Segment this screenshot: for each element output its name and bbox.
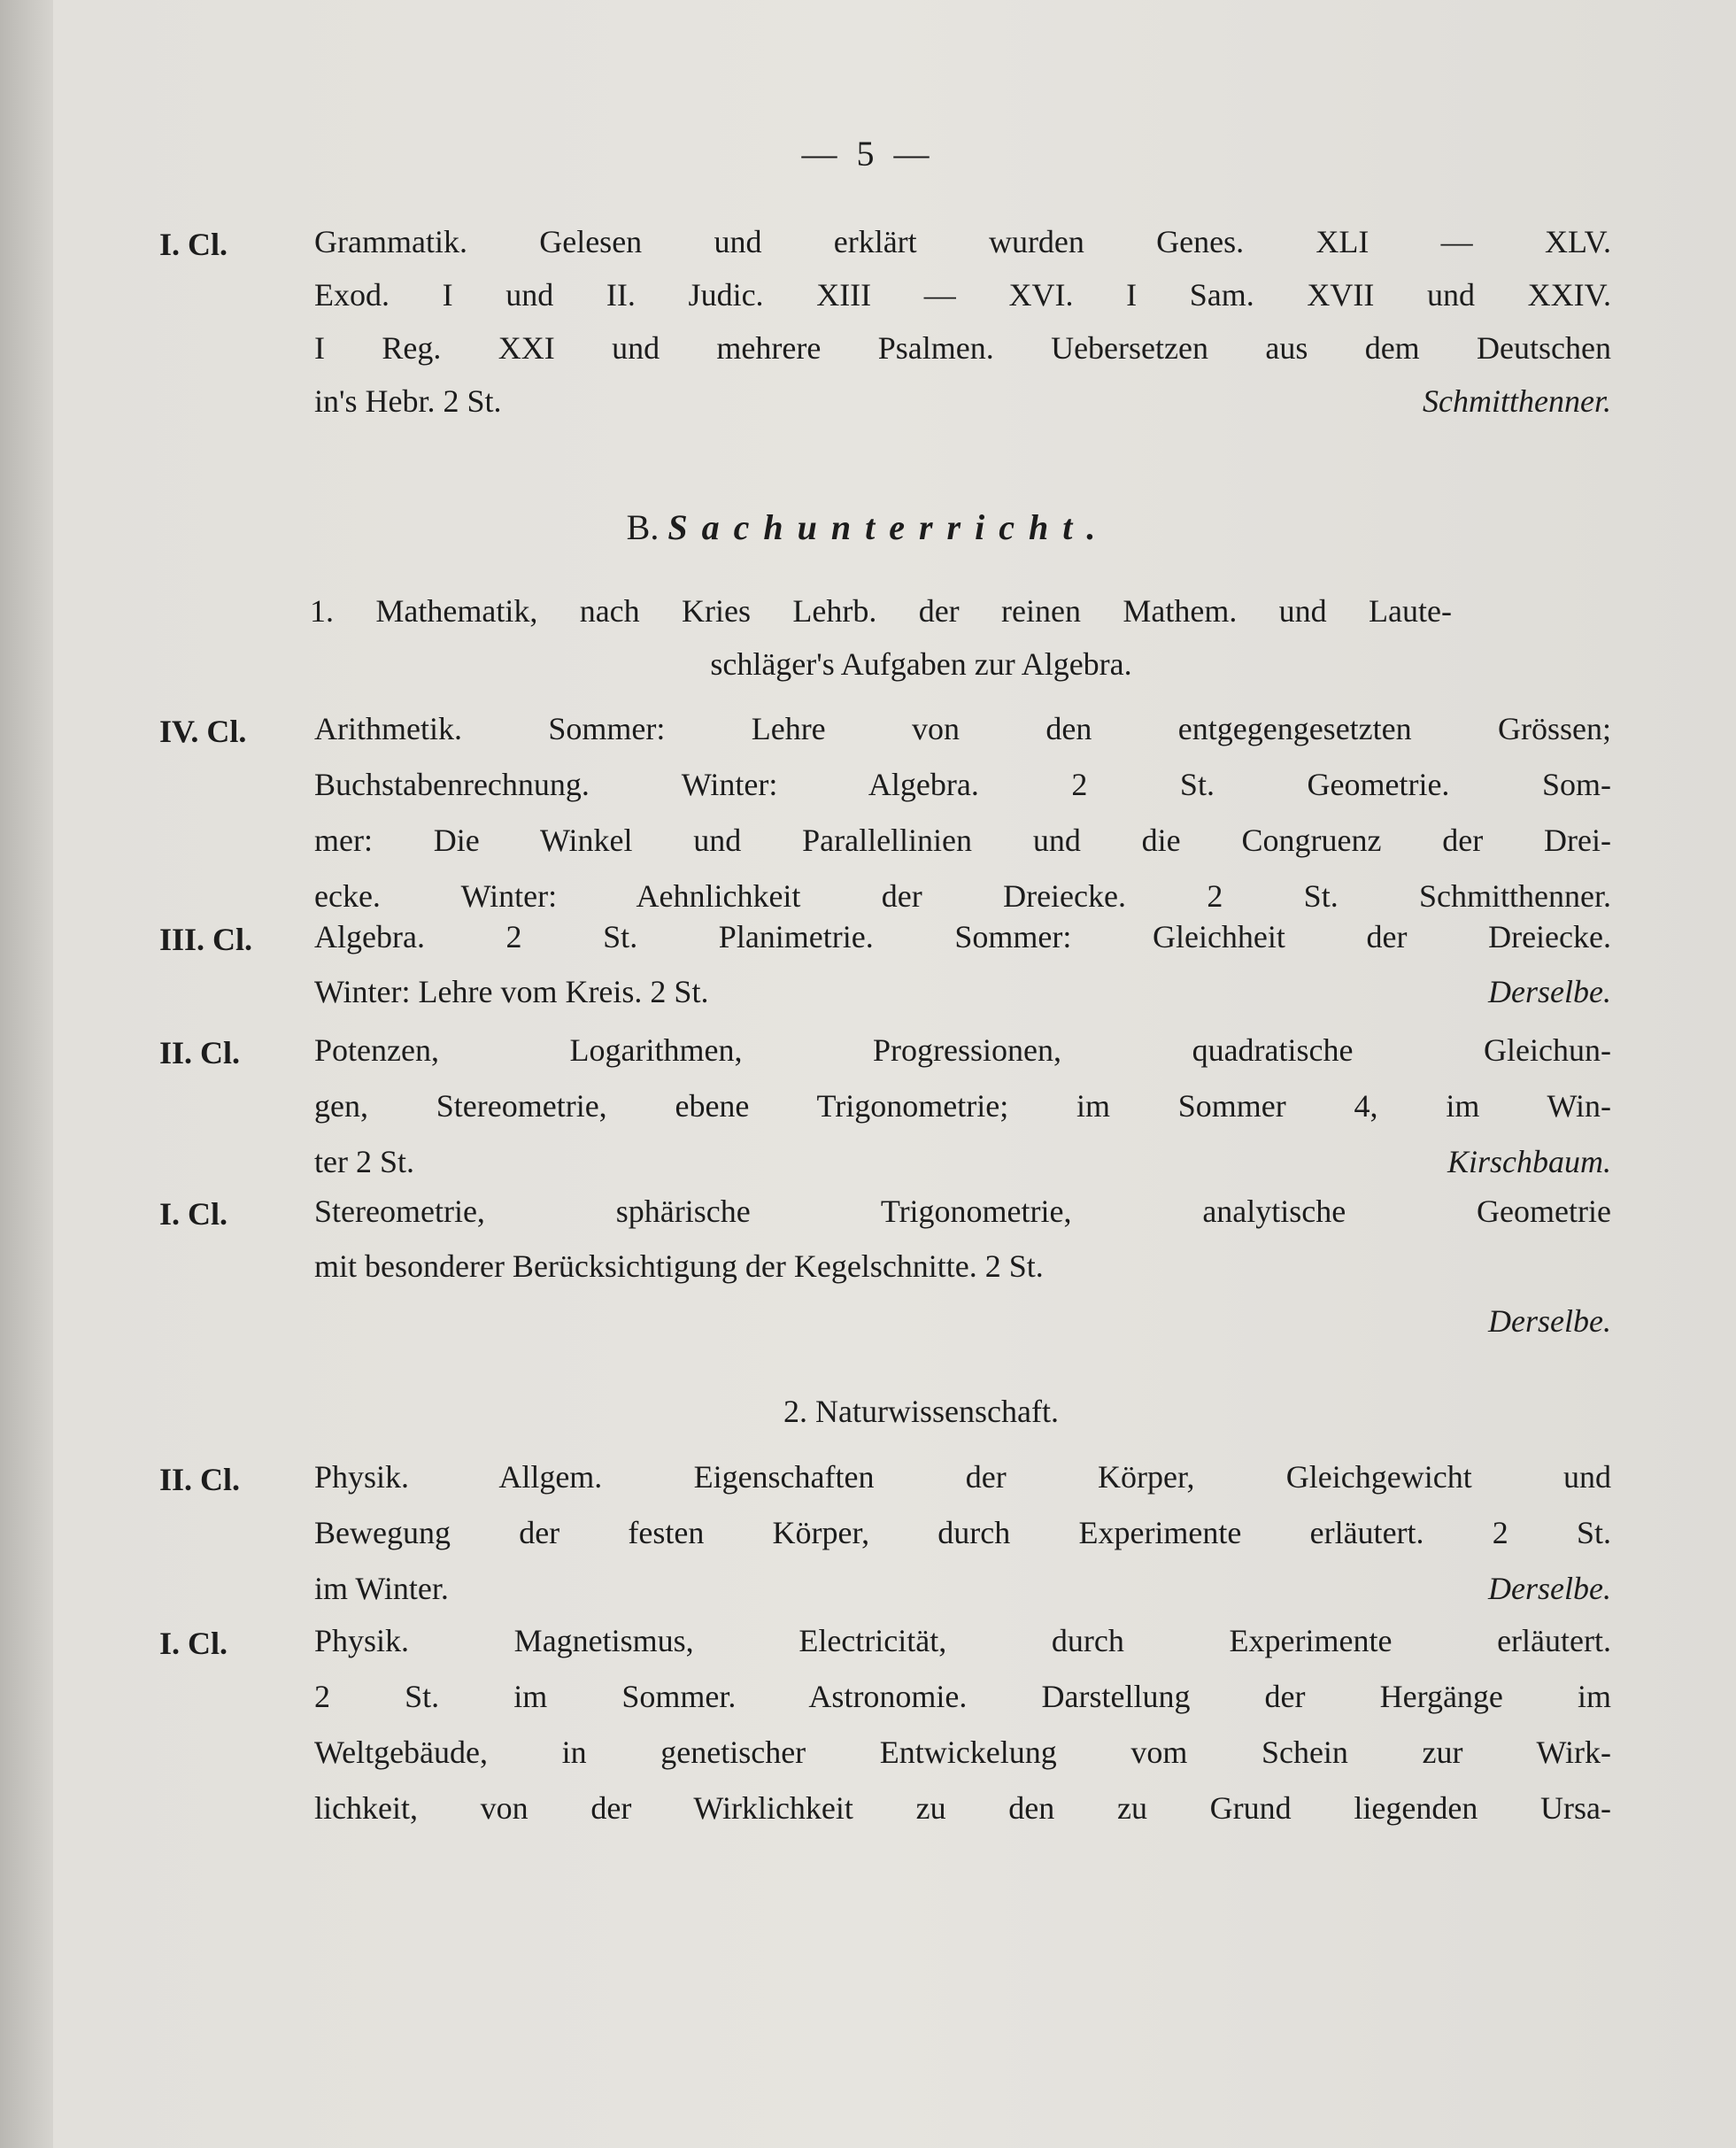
class-label: IV. Cl.: [159, 714, 247, 749]
text-line: Weltgebäude, in genetischer Entwickelung vom Schein zur Wirk-: [314, 1735, 1611, 1770]
teacher-name: Derselbe.: [1488, 974, 1611, 1009]
section-heading-b: [0, 506, 1736, 548]
class-label: II. Cl.: [159, 1462, 241, 1497]
text-line: mit besonderer Berücksichtigung der Kegelschnitte. 2 St.: [314, 1248, 1044, 1284]
text-line: ecke. Winter: Aehnlichkeit der Dreiecke. 2 St. Schmitthenner.: [314, 878, 1611, 914]
nature-heading: 2. Naturwissenschaft.: [783, 1394, 1059, 1429]
text-line: Winter: Lehre vom Kreis. 2 St.: [314, 974, 709, 1009]
text-line: Algebra. 2 St. Planimetrie. Sommer: Gleichheit der Dreiecke.: [314, 919, 1611, 954]
text-line: Potenzen, Logarithmen, Progressionen, quadratische Gleichun-: [314, 1032, 1611, 1068]
math-heading-line2: schläger's Aufgaben zur Algebra.: [710, 646, 1132, 682]
teacher-name: Kirschbaum.: [1447, 1144, 1611, 1179]
class-label: I. Cl.: [159, 227, 228, 262]
math-heading-line1: 1. Mathematik, nach Kries Lehrb. der reinen Mathem. und Laute-: [310, 593, 1452, 629]
text-line: Physik. Allgem. Eigenschaften der Körper, Gleichgewicht und: [314, 1459, 1611, 1495]
book-gutter: [0, 0, 53, 2148]
text-line: Stereometrie, sphärische Trigonometrie, analytische Geometrie: [314, 1194, 1611, 1229]
class-label: I. Cl.: [159, 1196, 228, 1232]
class-label: I. Cl.: [159, 1626, 228, 1661]
text-line: ter 2 St.: [314, 1144, 414, 1179]
section-letter: B.: [626, 507, 660, 547]
text-line: Buchstabenrechnung. Winter: Algebra. 2 St. Geometrie. Som-: [314, 767, 1611, 802]
teacher-name: Derselbe.: [1488, 1303, 1611, 1339]
class-label: III. Cl.: [159, 922, 253, 957]
text-line: im Winter.: [314, 1571, 449, 1606]
text-line: in's Hebr. 2 St.: [314, 383, 502, 419]
text-line: Physik. Magnetismus, Electricität, durch Experimente erläutert.: [314, 1623, 1611, 1658]
text-line: I Reg. XXI und mehrere Psalmen. Uebersetzen aus dem Deutschen: [314, 330, 1611, 366]
text-line: Grammatik. Gelesen und erklärt wurden Genes. XLI — XLV.: [314, 224, 1611, 259]
text-line: lichkeit, von der Wirklichkeit zu den zu Grund liegenden Ursa-: [314, 1790, 1611, 1826]
teacher-name: Schmitthenner.: [1423, 383, 1611, 419]
text-line: 2 St. im Sommer. Astronomie. Darstellung der Hergänge im: [314, 1679, 1611, 1714]
text-line: Exod. I und II. Judic. XIII — XVI. I Sam. XVII und XXIV.: [314, 277, 1611, 313]
section-title: Sachunterricht.: [667, 507, 1110, 547]
teacher-name: Derselbe.: [1488, 1571, 1611, 1606]
class-label: II. Cl.: [159, 1035, 241, 1070]
text-line: Arithmetik. Sommer: Lehre von den entgegengesetzten Grössen;: [314, 711, 1611, 746]
page-number: — 5 —: [801, 134, 935, 174]
text-line: mer: Die Winkel und Parallellinien und die Congruenz der Drei-: [314, 823, 1611, 858]
text-line: gen, Stereometrie, ebene Trigonometrie; im Sommer 4, im Win-: [314, 1088, 1611, 1124]
text-line: Bewegung der festen Körper, durch Experimente erläutert. 2 St.: [314, 1515, 1611, 1550]
